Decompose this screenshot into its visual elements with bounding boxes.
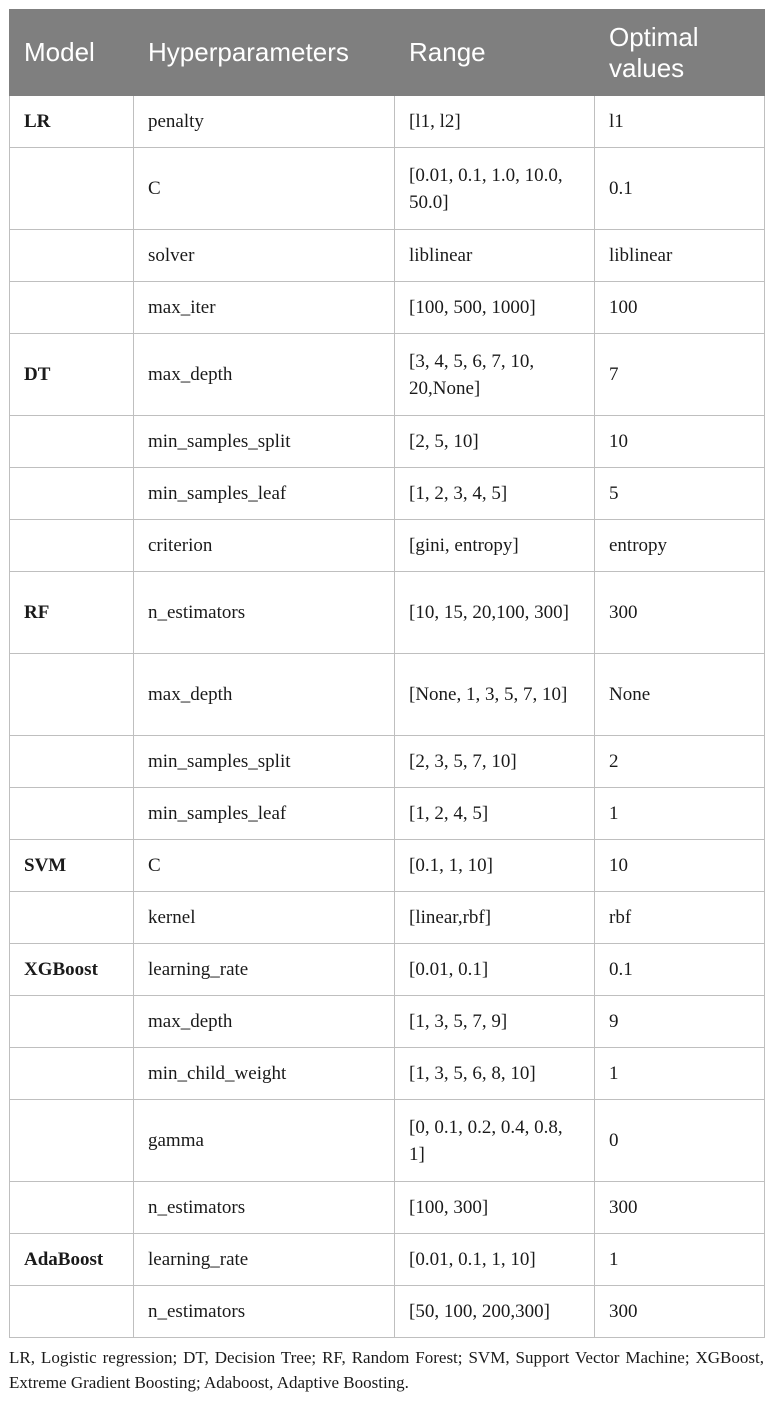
cell-optimal-value: 100 — [595, 282, 765, 334]
cell-optimal-value: 300 — [595, 1182, 765, 1234]
cell-range: [1, 3, 5, 6, 8, 10] — [395, 1048, 595, 1100]
cell-hyperparameter: min_samples_split — [134, 416, 395, 468]
header-optimal-values: Optimal values — [595, 10, 765, 96]
cell-hyperparameter: gamma — [134, 1100, 395, 1182]
table-row — [10, 892, 765, 944]
table-row — [10, 1182, 765, 1234]
cell-optimal-value: 9 — [595, 996, 765, 1048]
cell-range: [1, 3, 5, 7, 9] — [395, 996, 595, 1048]
cell-model — [10, 1100, 134, 1182]
cell-model — [10, 654, 134, 736]
cell-optimal-value: 1 — [595, 788, 765, 840]
table-row — [10, 468, 765, 520]
cell-optimal-value: 10 — [595, 416, 765, 468]
cell-hyperparameter: criterion — [134, 520, 395, 572]
cell-model: SVM — [10, 840, 134, 892]
cell-model — [10, 1286, 134, 1338]
table-row — [10, 1286, 765, 1338]
header-row — [10, 10, 765, 96]
cell-model — [10, 282, 134, 334]
table-row — [10, 788, 765, 840]
cell-range: [2, 3, 5, 7, 10] — [395, 736, 595, 788]
cell-hyperparameter: n_estimators — [134, 1286, 395, 1338]
cell-model — [10, 892, 134, 944]
cell-model: XGBoost — [10, 944, 134, 996]
cell-model — [10, 520, 134, 572]
cell-hyperparameter: max_depth — [134, 654, 395, 736]
cell-range: [0.01, 0.1, 1.0, 10.0, 50.0] — [395, 148, 595, 230]
cell-model: AdaBoost — [10, 1234, 134, 1286]
cell-range: [10, 15, 20,100, 300] — [395, 572, 595, 654]
cell-hyperparameter: max_depth — [134, 996, 395, 1048]
cell-range: liblinear — [395, 230, 595, 282]
cell-model: DT — [10, 334, 134, 416]
cell-optimal-value: 7 — [595, 334, 765, 416]
hyperparameter-table-container — [9, 9, 764, 1338]
cell-model — [10, 996, 134, 1048]
cell-range: [None, 1, 3, 5, 7, 10] — [395, 654, 595, 736]
header-model: Model — [10, 10, 134, 96]
cell-optimal-value: 0.1 — [595, 944, 765, 996]
cell-model — [10, 788, 134, 840]
cell-optimal-value: 10 — [595, 840, 765, 892]
cell-hyperparameter: penalty — [134, 96, 395, 148]
cell-model — [10, 468, 134, 520]
table-row — [10, 148, 765, 230]
cell-hyperparameter: n_estimators — [134, 1182, 395, 1234]
cell-hyperparameter: learning_rate — [134, 944, 395, 996]
cell-hyperparameter: C — [134, 840, 395, 892]
cell-hyperparameter: kernel — [134, 892, 395, 944]
cell-range: [100, 300] — [395, 1182, 595, 1234]
cell-model — [10, 1048, 134, 1100]
cell-range: [100, 500, 1000] — [395, 282, 595, 334]
cell-optimal-value: None — [595, 654, 765, 736]
cell-optimal-value: 5 — [595, 468, 765, 520]
cell-optimal-value: 1 — [595, 1234, 765, 1286]
table-row — [10, 230, 765, 282]
table-row — [10, 654, 765, 736]
cell-optimal-value: entropy — [595, 520, 765, 572]
cell-optimal-value: 0 — [595, 1100, 765, 1182]
table-row — [10, 736, 765, 788]
cell-optimal-value: 1 — [595, 1048, 765, 1100]
cell-model — [10, 736, 134, 788]
cell-hyperparameter: max_depth — [134, 334, 395, 416]
table-row — [10, 1234, 765, 1286]
cell-hyperparameter: learning_rate — [134, 1234, 395, 1286]
cell-hyperparameter: C — [134, 148, 395, 230]
table-header — [10, 10, 765, 96]
table-row — [10, 944, 765, 996]
cell-optimal-value: l1 — [595, 96, 765, 148]
table-footnote: LR, Logistic regression; DT, Decision Tree; RF, Random Forest; SVM, Support Vector Machine; XGBoost, Extreme Gradient Boosting; Adaboost, Adaptive Boosting. — [9, 1348, 764, 1392]
table-row — [10, 996, 765, 1048]
cell-hyperparameter: min_child_weight — [134, 1048, 395, 1100]
cell-optimal-value: 0.1 — [595, 148, 765, 230]
cell-model — [10, 416, 134, 468]
cell-range: [3, 4, 5, 6, 7, 10, 20,None] — [395, 334, 595, 416]
table-row — [10, 572, 765, 654]
cell-hyperparameter: min_samples_split — [134, 736, 395, 788]
cell-range: [50, 100, 200,300] — [395, 1286, 595, 1338]
cell-range: [2, 5, 10] — [395, 416, 595, 468]
cell-range: [0.01, 0.1] — [395, 944, 595, 996]
cell-range: [linear,rbf] — [395, 892, 595, 944]
cell-range: [1, 2, 4, 5] — [395, 788, 595, 840]
table-row — [10, 520, 765, 572]
header-range: Range — [395, 10, 595, 96]
cell-optimal-value: 300 — [595, 1286, 765, 1338]
cell-optimal-value: 300 — [595, 572, 765, 654]
cell-range: [0, 0.1, 0.2, 0.4, 0.8, 1] — [395, 1100, 595, 1182]
cell-hyperparameter: solver — [134, 230, 395, 282]
cell-model — [10, 1182, 134, 1234]
table-row — [10, 282, 765, 334]
table-row — [10, 1048, 765, 1100]
cell-model — [10, 230, 134, 282]
cell-optimal-value: rbf — [595, 892, 765, 944]
cell-range: [l1, l2] — [395, 96, 595, 148]
cell-hyperparameter: max_iter — [134, 282, 395, 334]
cell-range: [gini, entropy] — [395, 520, 595, 572]
table-row — [10, 1100, 765, 1182]
cell-optimal-value: 2 — [595, 736, 765, 788]
header-hyperparameters: Hyperparameters — [134, 10, 395, 96]
table-row — [10, 334, 765, 416]
table-row — [10, 840, 765, 892]
cell-range: [1, 2, 3, 4, 5] — [395, 468, 595, 520]
table-row — [10, 96, 765, 148]
cell-optimal-value: liblinear — [595, 230, 765, 282]
cell-model: LR — [10, 96, 134, 148]
cell-model — [10, 148, 134, 230]
cell-range: [0.1, 1, 10] — [395, 840, 595, 892]
cell-hyperparameter: min_samples_leaf — [134, 788, 395, 840]
hyperparameter-table — [9, 9, 765, 1338]
cell-hyperparameter: n_estimators — [134, 572, 395, 654]
cell-range: [0.01, 0.1, 1, 10] — [395, 1234, 595, 1286]
cell-hyperparameter: min_samples_leaf — [134, 468, 395, 520]
cell-model: RF — [10, 572, 134, 654]
table-body — [10, 96, 765, 1338]
table-row — [10, 416, 765, 468]
